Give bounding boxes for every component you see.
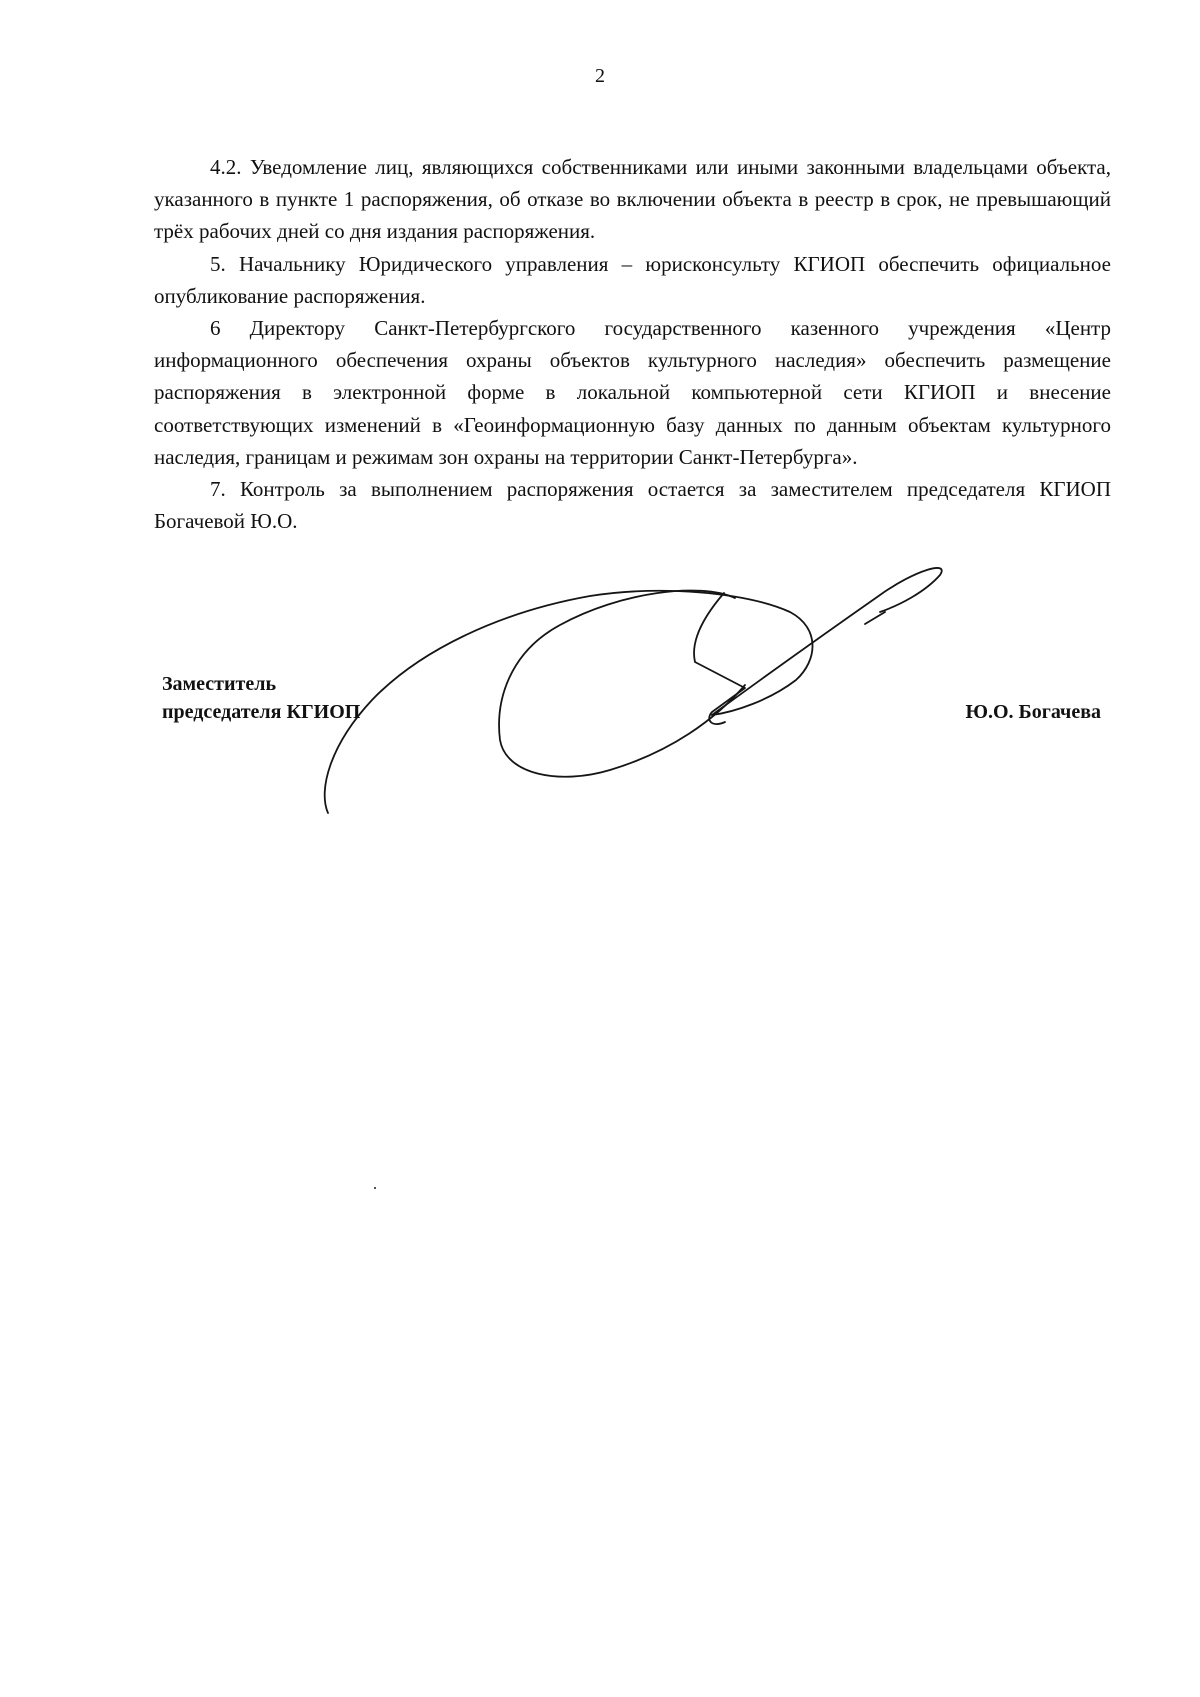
page-number: 2: [595, 65, 605, 87]
signer-position-line1: Заместитель: [162, 673, 277, 695]
scan-speck: [374, 1187, 376, 1189]
signer-position: [162, 670, 360, 726]
signer-position-line2: председателя КГИОП: [162, 701, 361, 723]
document-body: [154, 151, 1111, 537]
signature-stroke-main: [325, 591, 813, 813]
signature-stroke-tail: [865, 612, 885, 624]
paragraph-4-2: 4.2. Уведомление лиц, являющихся собственниками или иными законными владельцами объекта, указанного в пункте 1 распоряжения, об отказе во включении объекта в реестр в срок, не превышающий трёх рабочих дней со дня издания распоряжения.: [154, 155, 1111, 244]
signature-stroke-zigzag: [694, 593, 745, 724]
paragraph-6: 6 Директору Санкт-Петербургского государственного казенного учреждения «Центр информационного обеспечения охраны объектов культурного наследия» обеспечить размещение распоряжения в электронной форме в локальной компьютерной сети КГИОП и внесение соответствующих изменений в «Геоинформационную базу данных по данным объектам культурного наследия, границам и режимам зон охраны на территории Санкт-Петербурга».: [154, 316, 1111, 469]
paragraph-5: 5. Начальнику Юридического управления – юрисконсульту КГИОП обеспечить официальное опубликование распоряжения.: [154, 251, 1111, 308]
signature-stroke-loop: [499, 591, 745, 777]
signature-stroke-rise: [712, 568, 942, 715]
signer-name: Ю.О. Богачева: [965, 701, 1101, 723]
paragraph-7: 7. Контроль за выполнением распоряжения остается за заместителем председателя КГИОП Богачевой Ю.О.: [154, 477, 1111, 534]
